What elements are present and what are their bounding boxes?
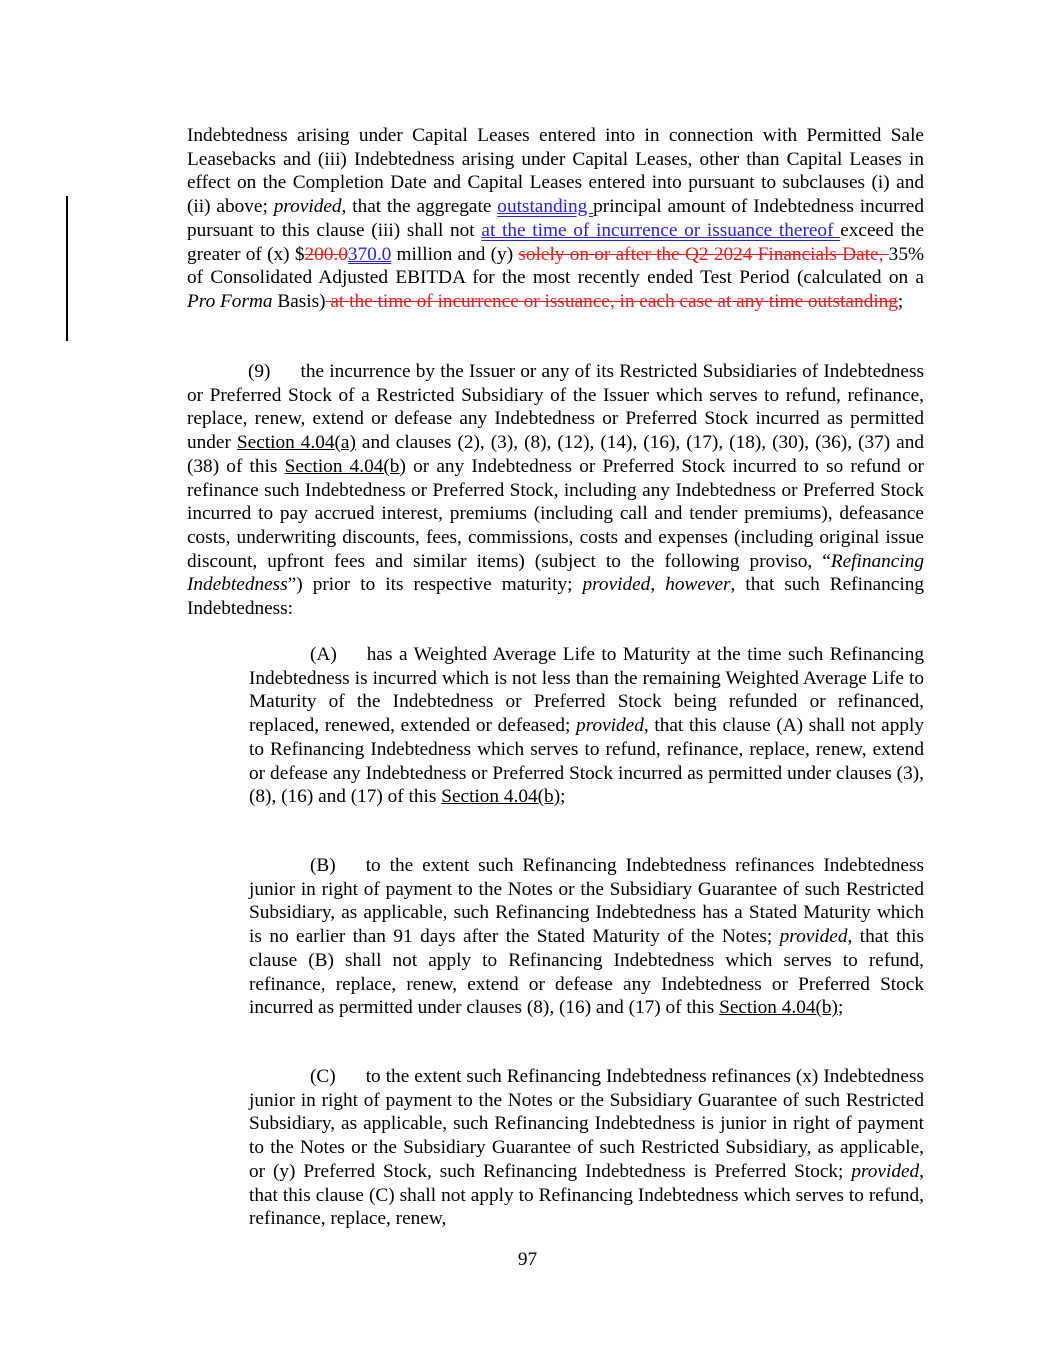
page-number: 97 (517, 1249, 538, 1270)
inserted-text: at the time of incurrence or issuance thereof (481, 219, 841, 241)
revision-change-bar (66, 196, 68, 341)
text-run: or any Indebtedness or Preferred Stock incurred to so refund or refinance such Indebtedness or Preferred Stock, including any Indebtedness or Preferred Stock incurred to pay accrued interest, premiums (including call and tender premiums), defeasance costs, underwriting discounts, fees, commissions, costs and expenses (including original issue discount, upfront fees and similar items) (subject to the following proviso, “ (187, 455, 924, 572)
section-reference: Section 4.04(b) (719, 997, 838, 1019)
text-run: , that this clause (B) shall not apply to Refinancing Indebtedness which serves to refund, refinance, replace, renew, extend or defease any Indebtedness or Preferred Stock incurred as permitted under clauses (8), (16) and (17) of this (249, 926, 924, 1019)
text-run: ; (837, 997, 844, 1019)
paragraph-subclause-b (249, 854, 924, 1020)
text-run: to the extent such Refinancing Indebtedness refinances Indebtedness junior in right of payment to the Notes or the Subsidiary Guarantee of such Restricted Subsidiary, as applicable, such Refinancing Indebtedness has a Stated Maturity which is no earlier than 91 days after the Stated Maturity of the Notes; (249, 855, 924, 948)
deleted-text: solely on or after the Q2 2024 Financials Date, (518, 243, 889, 265)
deleted-text: at the time of incurrence or issuance, in each case at any time outstanding (325, 290, 898, 312)
text-run: has a Weighted Average Life to Maturity at the time such Refinancing Indebtedness is incurred which is not less than the remaining Weighted Average Life to Maturity of the Indebtedness or Preferred Stock being refunded or refinanced, replaced, renewed, extended or defeased; (249, 644, 924, 737)
clause-number: (B) (310, 855, 336, 876)
paragraph-subclause-c (249, 1065, 924, 1231)
italic-term: however (665, 574, 731, 596)
text-run: , that this clause (A) shall not apply to Refinancing Indebtedness which serves to refund, refinance, replace, renew, extend or defease any Indebtedness or Preferred Stock incurred as permitted under clauses (3), (8), (16) and (17) of this (249, 715, 924, 808)
text-run: , that this clause (C) shall not apply to Refinancing Indebtedness which serves to refund, refinance, replace, renew, (249, 1160, 924, 1230)
clause-number: (A) (310, 644, 337, 665)
deleted-text: 200.0 (304, 243, 348, 265)
italic-term: provided (273, 196, 342, 218)
inserted-text: outstanding (497, 196, 594, 218)
section-reference: Section 4.04(a) (236, 432, 356, 454)
italic-term: provided (779, 926, 848, 948)
text-run: Indebtedness arising under Capital Leases entered into in connection with Permitted Sale Leasebacks and (iii) Indebtedness arising under Capital Leases, other than Capital Leases in effect on the Completion Date and Capital Leases entered into pursuant to subclauses (i) and (ii) above; (187, 125, 924, 218)
italic-term: provided (851, 1160, 920, 1182)
text-run: , that the aggregate (341, 196, 498, 218)
text-run: and clauses (2), (3), (8), (12), (14), (16), (17), (18), (30), (36), (37) and (38) of this (187, 432, 924, 477)
text-run: the incurrence by the Issuer or any of its Restricted Subsidiaries of Indebtedness or Preferred Stock of a Restricted Subsidiary of the Issuer which serves to refund, refinance, replace, renew, extend or defease any Indebtedness or Preferred Stock incurred as permitted under (187, 361, 924, 454)
italic-term: provided (582, 574, 651, 596)
paragraph-subclause-a (249, 643, 924, 809)
italic-term: provided (576, 715, 644, 737)
defined-term: Refinancing Indebtedness (187, 550, 924, 596)
text-run: exceed the greater of (x) $ (187, 219, 924, 265)
text-run: ”) prior to its respective maturity; (287, 574, 583, 596)
text-run: million and (y) (391, 243, 519, 265)
text-run: ; (560, 786, 566, 808)
text-run: Basis) (272, 290, 326, 312)
text-run: ; (897, 290, 904, 312)
section-reference: Section 4.04(b) (441, 786, 561, 808)
paragraph-clause-9 (187, 360, 924, 621)
text-run: to the extent such Refinancing Indebtedness refinances (x) Indebtedness junior in right of payment to the Notes or the Subsidiary Guarantee of such Restricted Subsidiary, as applicable, such Refinancing Indebtedness is junior in right of payment to the Notes or the Subsidiary Guarantee of such Restricted Subsidiary, as applicable, or (y) Preferred Stock, such Refinancing Indebtedness is Preferred Stock; (249, 1066, 924, 1182)
italic-term: Pro Forma (187, 290, 273, 312)
text-run: , that such Refinancing Indebtedness: (187, 574, 924, 620)
text-run: , (650, 574, 666, 596)
inserted-text: 370.0 (347, 243, 392, 265)
paragraph-clause-8-continuation (187, 124, 924, 314)
section-reference: Section 4.04(b) (284, 455, 406, 477)
clause-number: (C) (310, 1066, 336, 1087)
text-run: 35% of Consolidated Adjusted EBITDA for the most recently ended Test Period (calculated on a (187, 243, 925, 289)
text-run: principal amount of Indebtedness incurred pursuant to this clause (iii) shall not (187, 196, 924, 241)
clause-number: (9) (248, 361, 271, 382)
